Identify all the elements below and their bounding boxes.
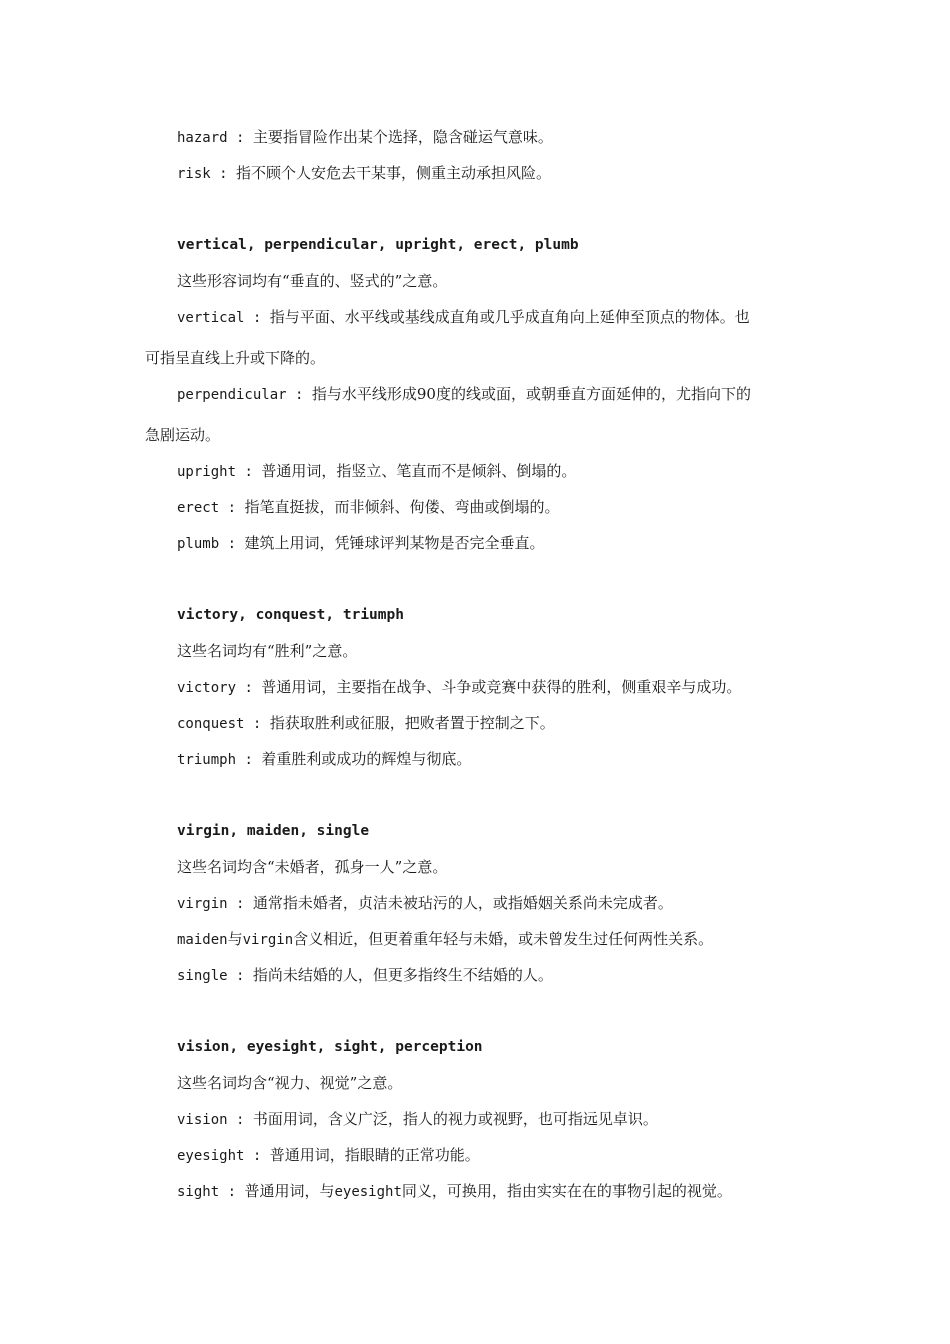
definition-single bbox=[177, 965, 553, 986]
definition-text: 普通用词，主要指在战争、斗争或竞赛中获得的胜利，侧重艰辛与成功。 bbox=[261, 678, 742, 696]
section-intro-virgin: 这些名词均含“未婚者，孤身一人”之意。 bbox=[177, 858, 448, 876]
definition-perpendicular-continued: 急剧运动。 bbox=[145, 426, 221, 444]
definition-vertical bbox=[177, 307, 750, 328]
section-heading-vertical: vertical, perpendicular, upright, erect, plumb bbox=[177, 237, 579, 253]
definition-text: 通常指未婚者，贞洁未被玷污的人，或指婚姻关系尚未完成者。 bbox=[252, 894, 673, 912]
separator: : bbox=[210, 166, 237, 182]
definition-text: 指笔直挺拔，而非倾斜、佝偻、弯曲或倒塌的。 bbox=[244, 498, 560, 516]
definition-risk bbox=[177, 163, 551, 184]
definition-hazard bbox=[177, 127, 553, 148]
section-heading-virgin: virgin, maiden, single bbox=[177, 823, 370, 839]
definition-text: 指不顾个人安危去干某事，侧重主动承担风险。 bbox=[236, 164, 552, 182]
term: victory bbox=[177, 680, 237, 696]
separator: : bbox=[244, 716, 270, 732]
separator: : bbox=[236, 752, 262, 768]
separator: : bbox=[236, 680, 262, 696]
definition-text: 主要指冒险作出某个选择，隐含碰运气意味。 bbox=[252, 128, 553, 146]
term: vision bbox=[177, 1112, 228, 1128]
connector-text: 普通用词，与 bbox=[244, 1182, 335, 1200]
definition-text: 普通用词，指竖立、笔直而不是倾斜、倒塌的。 bbox=[261, 462, 577, 480]
term: virgin bbox=[242, 932, 294, 948]
term: erect bbox=[177, 500, 220, 516]
definition-text: 指尚未结婚的人，但更多指终生不结婚的人。 bbox=[252, 966, 553, 984]
definition-sight bbox=[177, 1181, 732, 1202]
separator: : bbox=[227, 968, 253, 984]
definition-vertical-continued: 可指呈直线上升或下降的。 bbox=[145, 349, 326, 367]
separator: : bbox=[219, 1184, 245, 1200]
definition-maiden bbox=[177, 929, 713, 950]
separator: : bbox=[219, 500, 245, 516]
term: conquest bbox=[177, 716, 245, 732]
definition-plumb bbox=[177, 533, 544, 554]
term: upright bbox=[177, 464, 237, 480]
term: perpendicular bbox=[177, 387, 287, 403]
term: hazard bbox=[177, 130, 228, 146]
definition-text: 指与平面、水平线或基线成直角或几乎成直角向上延伸至顶点的物体。也 bbox=[269, 308, 750, 326]
definition-erect bbox=[177, 497, 559, 518]
separator: : bbox=[236, 464, 262, 480]
connector-text: 与 bbox=[227, 930, 243, 948]
separator: : bbox=[219, 536, 245, 552]
separator: : bbox=[244, 310, 270, 326]
definition-text: 同义，可换用，指由实实在在的事物引起的视觉。 bbox=[401, 1182, 732, 1200]
definition-text: 指与水平线形成90度的线或面，或朝垂直方面延伸的，尤指向下的 bbox=[311, 385, 751, 403]
definition-text: 含义相近，但更着重年轻与未婚，或未曾发生过任何两性关系。 bbox=[293, 930, 714, 948]
definition-virgin bbox=[177, 893, 673, 914]
section-intro-vision: 这些名词均含“视力、视觉”之意。 bbox=[177, 1074, 403, 1092]
definition-text: 书面用词，含义广泛，指人的视力或视野，也可指远见卓识。 bbox=[252, 1110, 658, 1128]
separator: : bbox=[286, 387, 312, 403]
definition-text: 着重胜利或成功的辉煌与彻底。 bbox=[261, 750, 472, 768]
definition-victory bbox=[177, 677, 741, 698]
definition-upright bbox=[177, 461, 576, 482]
term: plumb bbox=[177, 536, 220, 552]
term: sight bbox=[177, 1184, 220, 1200]
term: triumph bbox=[177, 752, 237, 768]
definition-triumph bbox=[177, 749, 471, 770]
definition-vision bbox=[177, 1109, 658, 1130]
definition-text: 建筑上用词，凭锤球评判某物是否完全垂直。 bbox=[244, 534, 545, 552]
term: virgin bbox=[177, 896, 228, 912]
definition-conquest bbox=[177, 713, 555, 734]
term: eyesight bbox=[177, 1148, 245, 1164]
definition-text: 普通用词，指眼睛的正常功能。 bbox=[269, 1146, 480, 1164]
term: maiden bbox=[177, 932, 228, 948]
term: eyesight bbox=[334, 1184, 402, 1200]
separator: : bbox=[227, 1112, 253, 1128]
section-heading-victory: victory, conquest, triumph bbox=[177, 607, 404, 623]
definition-eyesight bbox=[177, 1145, 480, 1166]
term: vertical bbox=[177, 310, 245, 326]
section-heading-vision: vision, eyesight, sight, perception bbox=[177, 1039, 483, 1055]
definition-perpendicular bbox=[177, 384, 751, 405]
section-intro-victory: 这些名词均有“胜利”之意。 bbox=[177, 642, 358, 660]
term: single bbox=[177, 968, 228, 984]
separator: : bbox=[227, 130, 253, 146]
separator: : bbox=[244, 1148, 270, 1164]
separator: : bbox=[227, 896, 253, 912]
term: risk bbox=[177, 166, 211, 182]
definition-text: 指获取胜利或征服，把败者置于控制之下。 bbox=[269, 714, 555, 732]
section-intro-vertical: 这些形容词均有“垂直的、竖式的”之意。 bbox=[177, 272, 448, 290]
